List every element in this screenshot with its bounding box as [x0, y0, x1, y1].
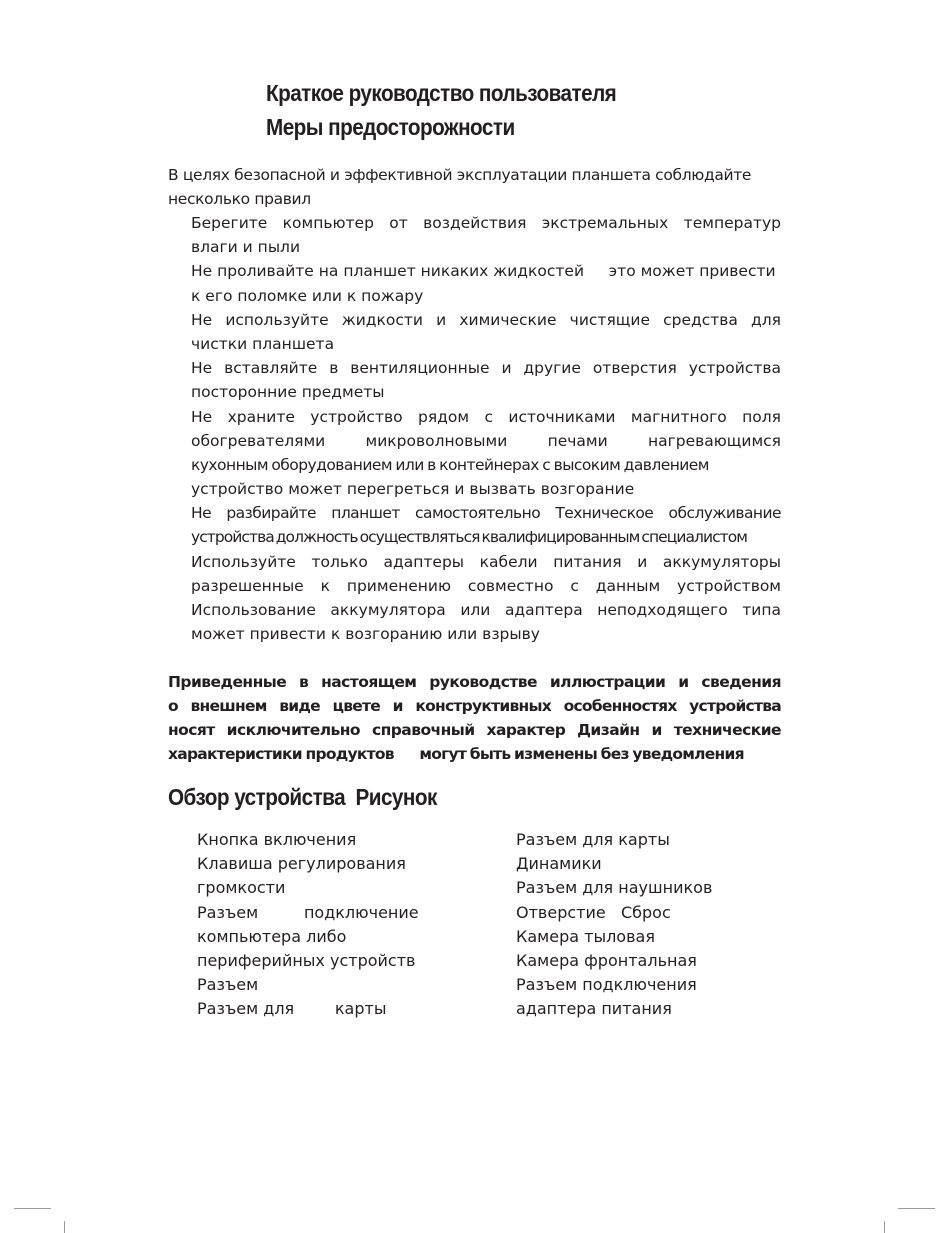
list-item: Камера тыловая [516, 926, 655, 946]
list-item: Разъем для карты [516, 830, 670, 849]
rule-line: посторонние предметы [191, 383, 385, 402]
intro-paragraph [168, 163, 781, 211]
list-item: Кнопка включения [197, 830, 357, 849]
intro-line: несколько правил [168, 190, 311, 208]
list-item: компьютера либо [197, 926, 347, 946]
page-titles [266, 76, 655, 144]
rule-line: Не используйте жидкости и химические чистящие средства для [191, 310, 781, 329]
precaution-rules [191, 211, 781, 646]
crop-mark [64, 1221, 65, 1233]
page-title: Краткое руководство пользователя [266, 80, 617, 106]
rule-line: может привести к возгоранию или взрыву [191, 625, 540, 644]
rule-line: Не храните устройство рядом с источниками магнитного поля [191, 407, 781, 426]
rule-line: Не вставляйте в вентиляционные и другие отверстия устройства [191, 359, 781, 378]
crop-mark [898, 1208, 935, 1209]
section-title-precautions: Меры предосторожности [266, 114, 515, 140]
disclaimer-line: носят исключительно справочный характер Дизайн и технические [168, 721, 781, 739]
disclaimer-line: характеристики продуктов могут быть изменены без уведомления [168, 745, 744, 763]
disclaimer-line: Приведенные в настоящем руководстве иллюстрации и сведения [168, 673, 781, 691]
rule-line: Используйте только адаптеры кабели питания и аккумуляторы [191, 552, 781, 571]
list-item: Камера фронтальная [516, 950, 697, 970]
list-item: громкости [197, 878, 286, 898]
overview-right-list [516, 828, 746, 1022]
rule-line: Использование аккумулятора или адаптера неподходящего типа [191, 601, 781, 619]
list-item: Разъем [197, 975, 259, 995]
list-item: адаптера питания [516, 999, 672, 1019]
list-item: периферийных устройств [197, 950, 416, 970]
rule-line: разрешенные к применению совместно с данным устройством [191, 576, 781, 595]
rule-line: обогревателями микроволновыми печами нагревающимся [191, 431, 781, 450]
rule-line: устройства должность осуществляться квалифицированным специалистом [191, 528, 748, 547]
rule-line: к его поломке или к пожару [191, 286, 424, 305]
list-item: Разъем подключение [197, 902, 419, 922]
rule-line: Не разбирайте планшет самостоятельно Техническое обслуживание [191, 504, 781, 523]
list-item: Клавиша регулирования [197, 854, 406, 874]
disclaimer-paragraph [168, 670, 781, 766]
list-item: Динамики [516, 854, 602, 874]
rule-line: Не проливайте на планшет никаких жидкостей это может привести [191, 262, 776, 281]
list-item: Разъем подключения [516, 975, 697, 995]
intro-line: В целях безопасной и эффективной эксплуатации планшета соблюдайте [168, 166, 752, 184]
crop-mark [14, 1208, 51, 1209]
section-title-overview: Обзор устройства Рисунок [168, 784, 437, 810]
rule-line: устройство может перегреться и вызвать возгорание [191, 480, 635, 499]
crop-mark [884, 1221, 885, 1233]
rule-line: чистки планшета [191, 334, 335, 353]
rule-line: кухонным оборудованием или в контейнерах с высоким давлением [191, 455, 709, 474]
disclaimer-line: о внешнем виде цвете и конструктивных особенностях устройства [168, 697, 781, 715]
overview-left-list [197, 828, 426, 1022]
list-item: Разъем для карты [197, 999, 387, 1019]
list-item: Разъем для наушников [516, 878, 713, 898]
rule-line: Берегите компьютер от воздействия экстремальных температур [191, 214, 781, 232]
list-item: Отверстие Сброс [516, 902, 671, 922]
rule-line: влаги и пыли [191, 238, 301, 257]
